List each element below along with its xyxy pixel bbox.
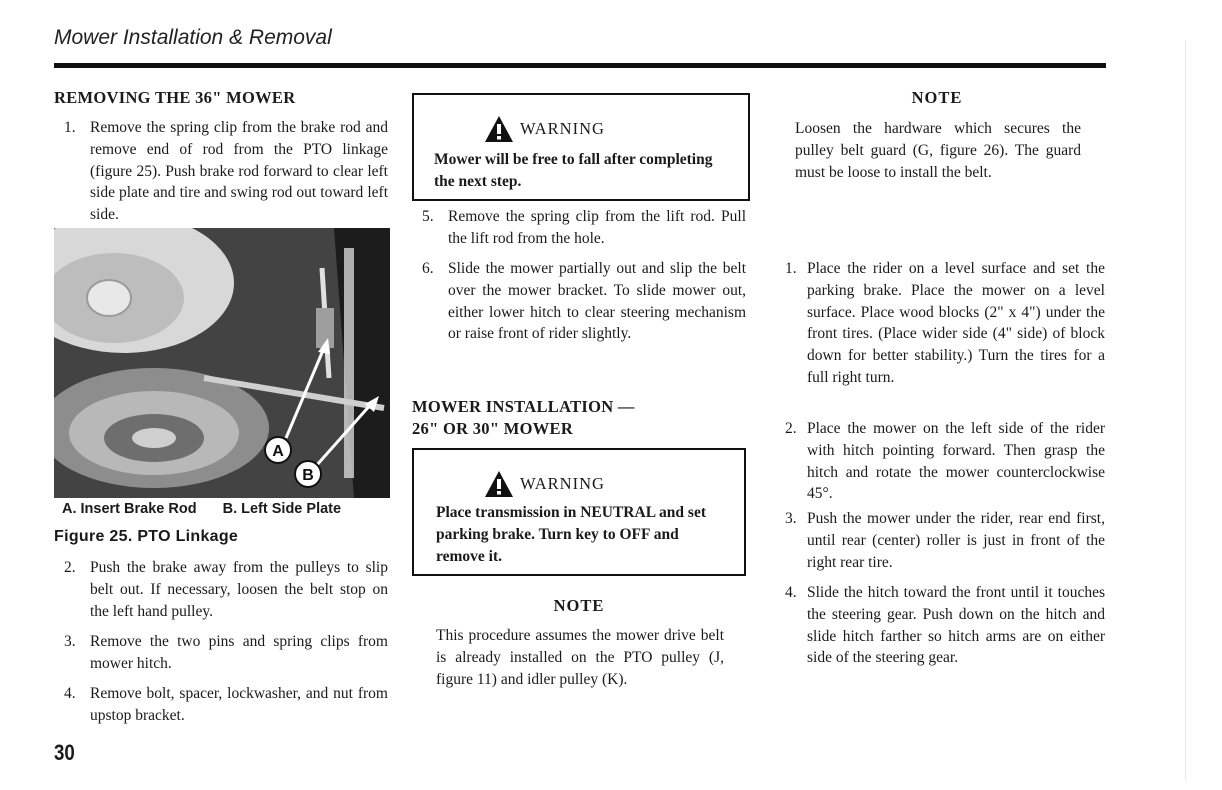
step-text: Push the brake away from the pulleys to slip belt out. If necessary, loosen the belt stop on the left hand pulley. — [90, 559, 388, 620]
step-number: 4. — [64, 685, 76, 702]
note-body: This procedure assumes the mower drive belt is already installed on the PTO pulley (J, figure 11) and idler pulley (K). — [436, 627, 724, 688]
step-number: 5. — [422, 208, 434, 225]
warning-heading — [484, 470, 605, 498]
note-title: NOTE — [553, 596, 605, 615]
note-title: NOTE — [911, 88, 963, 107]
step-item — [422, 206, 746, 250]
step-item — [64, 683, 388, 727]
step-item — [785, 258, 1105, 389]
step-text: Slide the hitch toward the front until it touches the steering gear. Push down on the hitch and slide hitch farther so hitch arms are on either side of the steering gear. — [807, 584, 1105, 667]
step-number: 2. — [785, 420, 797, 437]
step-text: Remove bolt, spacer, lockwasher, and nut from upstop bracket. — [90, 685, 388, 724]
step-text: Remove the spring clip from the brake rod and remove end of rod from the PTO linkage (figure 25). Push brake rod forward to clear left side plate and tire and swing rod out toward left side. — [90, 119, 388, 224]
step-number: 3. — [785, 510, 797, 527]
step-number: 6. — [422, 260, 434, 277]
page-header-title: Mower Installation & Removal — [54, 26, 332, 49]
warning-box-neutral — [412, 448, 746, 576]
step-text: Remove the two pins and spring clips from mower hitch. — [90, 633, 388, 672]
step-text: Slide the mower partially out and slip the belt over the mower bracket. To slide mower out, either lower hitch to clear steering mechanism or raise front of rider slightly. — [448, 260, 746, 343]
figure-label-a: A. Insert Brake Rod — [62, 501, 197, 517]
section-title-installation-1: MOWER INSTALLATION — — [412, 397, 635, 416]
page-number: 30 — [54, 740, 75, 765]
step-item — [785, 418, 1105, 505]
step-item — [64, 117, 388, 226]
pto-linkage-illustration — [54, 228, 390, 498]
warning-triangle-icon — [484, 115, 514, 143]
header-rule — [54, 63, 1106, 68]
figure-labels — [62, 501, 363, 517]
figure-caption: Figure 25. PTO Linkage — [54, 528, 239, 545]
section-title-removing: REMOVING THE 36" MOWER — [54, 88, 296, 107]
step-item — [785, 508, 1105, 573]
section-title-installation-2: 26" OR 30" MOWER — [412, 419, 574, 438]
warning-body-text: Place transmission in NEUTRAL and set parking brake. Turn key to OFF and remove it. — [436, 504, 706, 565]
step-item — [64, 631, 388, 675]
warning-triangle-icon — [484, 470, 514, 498]
page-margin-line — [1185, 40, 1186, 780]
step-number: 4. — [785, 584, 797, 601]
warning-heading — [484, 115, 605, 143]
warning-heading-text: WARNING — [520, 119, 605, 138]
callout-b-label: B — [302, 467, 314, 484]
step-number: 1. — [785, 260, 797, 277]
step-text: Push the mower under the rider, rear end first, until rear (center) roller is just in front of the right rear tire. — [807, 510, 1105, 571]
note-body: Loosen the hardware which secures the pulley belt guard (G, figure 26). The guard must be loose to install the belt. — [795, 120, 1081, 181]
step-number: 1. — [64, 119, 76, 136]
warning-body-text: Mower will be free to fall after completing the next step. — [434, 151, 713, 190]
step-item — [785, 582, 1105, 669]
step-number: 3. — [64, 633, 76, 650]
step-number: 2. — [64, 559, 76, 576]
step-item — [64, 557, 388, 622]
figure-label-b: B. Left Side Plate — [222, 501, 342, 517]
step-item — [422, 258, 746, 345]
step-text: Place the mower on the left side of the rider with hitch pointing forward. Then grasp the hitch and rotate the mower counterclockwise 45°. — [807, 420, 1105, 503]
step-text: Place the rider on a level surface and set the parking brake. Place the mower on a level surface. Place wood blocks (2" x 4") under the front tires. (Place wider side (4" side) of block down for better stability.) Turn the tires for a full right turn. — [807, 260, 1105, 386]
step-text: Remove the spring clip from the lift rod. Pull the lift rod from the hole. — [448, 208, 746, 247]
warning-box-fall — [412, 93, 750, 201]
callout-a-label: A — [272, 443, 284, 460]
warning-heading-text: WARNING — [520, 474, 605, 493]
figure-pto-linkage-photo — [54, 228, 390, 498]
